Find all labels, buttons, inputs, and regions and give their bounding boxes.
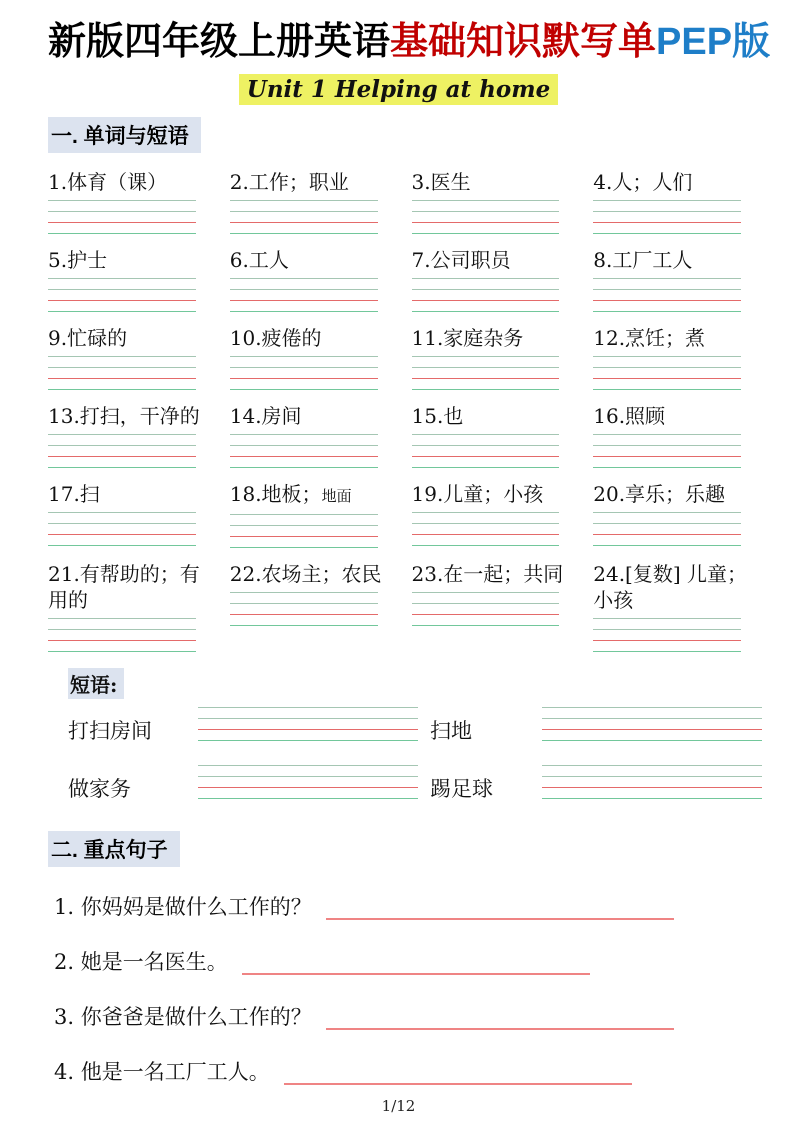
vocab-label: 16.照顾 — [593, 403, 666, 428]
vocab-item — [593, 247, 749, 312]
sentence-text: 4. 他是一名工厂工人。 — [54, 1059, 270, 1084]
writing-line — [48, 211, 196, 212]
vocab-item — [230, 247, 386, 312]
title-part-blue: PEP版 — [656, 21, 771, 63]
vocab-item — [230, 561, 386, 652]
writing-line — [412, 211, 560, 212]
writing-line — [542, 776, 762, 777]
vocab-item — [48, 169, 204, 234]
writing-lines-grid — [230, 356, 378, 390]
writing-lines-grid — [412, 278, 560, 312]
vocab-item — [48, 561, 204, 652]
vocab-label: 22.农场主；农民 — [229, 561, 382, 586]
writing-lines-grid — [412, 356, 560, 390]
writing-line — [48, 629, 196, 630]
writing-lines-grid — [48, 618, 196, 652]
vocab-label-row — [412, 169, 568, 195]
vocab-label: 23.在一起；共同 — [411, 561, 564, 586]
sentence-row — [54, 948, 749, 977]
answer-blank-line — [284, 1083, 632, 1085]
sentence-row — [54, 1003, 749, 1032]
page-number: 1/12 — [381, 1096, 416, 1115]
writing-line — [230, 456, 378, 457]
writing-line — [230, 367, 378, 368]
writing-lines-grid — [198, 765, 418, 799]
writing-line — [593, 356, 741, 357]
vocab-label: 1.体育（课） — [48, 169, 168, 194]
phrase-grid — [68, 703, 749, 803]
writing-lines-grid — [593, 278, 741, 312]
writing-line — [48, 467, 196, 468]
writing-lines-grid — [593, 434, 741, 468]
writing-line — [412, 614, 560, 615]
writing-line — [230, 200, 378, 201]
vocab-label-row — [593, 561, 749, 613]
writing-line — [48, 300, 196, 301]
writing-line — [198, 798, 418, 799]
writing-line — [48, 233, 196, 234]
unit-title-highlight: Unit 1 Helping at home — [239, 74, 558, 105]
writing-line — [593, 300, 741, 301]
writing-line — [230, 278, 378, 279]
vocab-label-row — [230, 325, 386, 351]
writing-line — [593, 311, 741, 312]
writing-line — [412, 300, 560, 301]
phrase-label: 扫地 — [430, 718, 472, 743]
vocab-label-small: 地面 — [321, 486, 352, 505]
writing-line — [198, 740, 418, 741]
writing-line — [48, 651, 196, 652]
writing-lines-grid — [230, 592, 378, 626]
writing-lines-grid — [542, 765, 762, 799]
writing-line — [593, 523, 741, 524]
writing-lines-grid — [412, 200, 560, 234]
writing-lines-grid — [593, 200, 741, 234]
writing-line — [48, 512, 196, 513]
vocab-label-row — [230, 169, 386, 195]
writing-line — [48, 378, 196, 379]
vocab-label-row — [412, 247, 568, 273]
writing-lines-grid — [230, 514, 378, 548]
writing-line — [230, 222, 378, 223]
vocab-label: 5.护士 — [48, 247, 108, 272]
writing-line — [593, 629, 741, 630]
writing-line — [593, 534, 741, 535]
writing-line — [230, 592, 378, 593]
writing-line — [412, 289, 560, 290]
phrases-label: 短语: — [68, 668, 124, 699]
vocab-item — [230, 403, 386, 468]
vocab-item — [412, 561, 568, 652]
writing-lines-grid — [230, 434, 378, 468]
writing-line — [230, 211, 378, 212]
writing-line — [198, 787, 418, 788]
writing-lines-grid — [412, 592, 560, 626]
vocab-label-row — [593, 481, 749, 507]
writing-line — [230, 300, 378, 301]
vocab-label-row — [593, 247, 749, 273]
writing-line — [412, 278, 560, 279]
writing-line — [542, 740, 762, 741]
phrase-label: 踢足球 — [430, 776, 493, 801]
vocab-label: 9.忙碌的 — [48, 325, 128, 350]
vocab-label: 4.人；人们 — [593, 169, 693, 194]
writing-line — [48, 434, 196, 435]
writing-line — [48, 640, 196, 641]
sentence-text: 2. 她是一名医生。 — [54, 949, 228, 974]
writing-line — [412, 378, 560, 379]
vocab-item — [48, 325, 204, 390]
writing-lines-grid — [593, 618, 741, 652]
writing-line — [593, 467, 741, 468]
writing-line — [542, 765, 762, 766]
answer-blank-line — [326, 1028, 674, 1030]
writing-line — [542, 729, 762, 730]
writing-line — [412, 603, 560, 604]
writing-line — [542, 707, 762, 708]
writing-line — [593, 233, 741, 234]
writing-lines-grid — [48, 278, 196, 312]
writing-line — [230, 289, 378, 290]
vocab-label: 14.房间 — [229, 403, 302, 428]
vocab-label-row — [230, 481, 386, 509]
writing-line — [593, 651, 741, 652]
writing-line — [230, 467, 378, 468]
writing-line — [412, 445, 560, 446]
writing-line — [230, 514, 378, 515]
vocab-label-row — [593, 325, 749, 351]
writing-line — [412, 200, 560, 201]
writing-line — [230, 614, 378, 615]
section-header-sentences: 二. 重点句子 — [48, 831, 180, 867]
vocab-item — [593, 169, 749, 234]
vocab-item — [412, 481, 568, 548]
phrases-section — [48, 668, 749, 803]
vocab-label: 6.工人 — [229, 247, 289, 272]
writing-line — [593, 445, 741, 446]
vocab-item — [412, 247, 568, 312]
vocab-item — [230, 325, 386, 390]
writing-line — [230, 547, 378, 548]
writing-line — [593, 367, 741, 368]
writing-line — [48, 289, 196, 290]
writing-line — [412, 233, 560, 234]
vocab-label: 11.家庭杂务 — [411, 325, 524, 350]
writing-line — [593, 618, 741, 619]
vocab-item — [593, 403, 749, 468]
writing-line — [412, 523, 560, 524]
writing-line — [48, 200, 196, 201]
writing-line — [542, 798, 762, 799]
sentences-section — [48, 893, 749, 1087]
writing-lines-grid — [48, 200, 196, 234]
vocab-label-row — [48, 247, 204, 273]
writing-line — [593, 512, 741, 513]
vocab-label: 12.烹饪；煮 — [593, 325, 706, 350]
vocab-label-row — [412, 325, 568, 351]
vocab-label-row — [412, 403, 568, 429]
writing-line — [48, 278, 196, 279]
writing-line — [48, 367, 196, 368]
writing-line — [230, 378, 378, 379]
writing-line — [412, 456, 560, 457]
writing-line — [593, 640, 741, 641]
writing-line — [412, 434, 560, 435]
writing-line — [412, 534, 560, 535]
vocab-label: 2.工作；职业 — [229, 169, 349, 194]
vocab-label: 10.疲倦的 — [229, 325, 322, 350]
writing-line — [48, 456, 196, 457]
writing-line — [48, 222, 196, 223]
vocab-item — [48, 403, 204, 468]
vocab-label-row — [230, 561, 386, 587]
writing-line — [230, 445, 378, 446]
writing-line — [230, 525, 378, 526]
writing-line — [198, 707, 418, 708]
vocab-label-row — [48, 561, 204, 613]
writing-line — [412, 545, 560, 546]
vocab-label-row — [593, 403, 749, 429]
writing-line — [593, 289, 741, 290]
title-part-red: 基础知识默写单 — [390, 21, 657, 63]
writing-lines-grid — [230, 278, 378, 312]
vocab-label: 3.医生 — [411, 169, 471, 194]
writing-line — [230, 389, 378, 390]
vocab-item — [412, 325, 568, 390]
writing-line — [230, 536, 378, 537]
vocab-item — [48, 481, 204, 548]
vocab-label: 24.[复数] 儿童；小孩 — [593, 561, 748, 612]
vocab-label: 20.享乐；乐趣 — [593, 481, 726, 506]
writing-line — [230, 356, 378, 357]
writing-line — [542, 787, 762, 788]
writing-line — [412, 389, 560, 390]
page-title — [48, 20, 771, 66]
sentence-row — [54, 1058, 749, 1087]
writing-line — [230, 603, 378, 604]
writing-line — [198, 765, 418, 766]
writing-line — [412, 367, 560, 368]
writing-line — [198, 776, 418, 777]
writing-line — [593, 278, 741, 279]
writing-line — [230, 311, 378, 312]
writing-line — [230, 233, 378, 234]
writing-line — [593, 222, 741, 223]
writing-lines-grid — [48, 434, 196, 468]
vocab-item — [230, 169, 386, 234]
subtitle-row — [48, 74, 749, 105]
writing-line — [230, 434, 378, 435]
writing-line — [48, 523, 196, 524]
writing-line — [48, 356, 196, 357]
vocab-label: 21.有帮助的；有用的 — [48, 561, 200, 612]
vocab-item — [412, 169, 568, 234]
writing-line — [412, 222, 560, 223]
vocab-label: 15.也 — [411, 403, 464, 428]
title-part-black: 新版四年级上册英语 — [48, 21, 391, 63]
writing-line — [412, 467, 560, 468]
vocab-item — [593, 561, 749, 652]
vocab-label-row — [48, 403, 204, 429]
sentence-text: 3. 你爸爸是做什么工作的？ — [54, 1004, 312, 1029]
writing-line — [230, 625, 378, 626]
writing-line — [593, 200, 741, 201]
writing-line — [593, 434, 741, 435]
writing-line — [48, 534, 196, 535]
vocab-label: 7.公司职员 — [411, 247, 511, 272]
writing-line — [48, 445, 196, 446]
vocab-item — [230, 481, 386, 548]
writing-lines-grid — [230, 200, 378, 234]
vocab-item — [593, 481, 749, 548]
writing-lines-grid — [198, 707, 418, 741]
vocab-grid — [48, 169, 749, 652]
writing-line — [412, 512, 560, 513]
vocab-label-row — [230, 247, 386, 273]
writing-lines-grid — [412, 512, 560, 546]
phrase-label: 做家务 — [68, 776, 131, 801]
vocab-label: 8.工厂工人 — [593, 247, 693, 272]
writing-lines-grid — [593, 356, 741, 390]
vocab-label-row — [230, 403, 386, 429]
vocab-label: 13.打扫，干净的 — [48, 403, 200, 428]
vocab-label: 17.扫 — [48, 481, 100, 506]
writing-line — [48, 618, 196, 619]
writing-lines-grid — [48, 512, 196, 546]
writing-lines-grid — [542, 707, 762, 741]
sentence-text: 1. 你妈妈是做什么工作的？ — [54, 894, 312, 919]
vocab-item — [48, 247, 204, 312]
writing-line — [593, 211, 741, 212]
vocab-label-row — [412, 481, 568, 507]
writing-line — [412, 356, 560, 357]
writing-line — [412, 592, 560, 593]
phrase-label: 打扫房间 — [68, 718, 152, 743]
vocab-label-row — [412, 561, 568, 587]
answer-blank-line — [326, 918, 674, 920]
vocab-label-row — [593, 169, 749, 195]
writing-line — [48, 311, 196, 312]
vocab-label-row — [48, 325, 204, 351]
vocab-item — [593, 325, 749, 390]
writing-line — [412, 311, 560, 312]
sentence-row — [54, 893, 749, 922]
vocab-label-row — [48, 481, 204, 507]
writing-line — [593, 456, 741, 457]
writing-line — [48, 389, 196, 390]
writing-lines-grid — [593, 512, 741, 546]
vocab-label-row — [48, 169, 204, 195]
writing-line — [593, 378, 741, 379]
vocab-label: 18.地板； — [229, 481, 322, 506]
writing-lines-grid — [412, 434, 560, 468]
vocab-label: 19.儿童；小孩 — [411, 481, 544, 506]
writing-line — [542, 718, 762, 719]
writing-line — [412, 625, 560, 626]
writing-line — [593, 389, 741, 390]
vocab-item — [412, 403, 568, 468]
writing-line — [48, 545, 196, 546]
answer-blank-line — [242, 973, 590, 975]
writing-lines-grid — [48, 356, 196, 390]
writing-line — [198, 729, 418, 730]
writing-line — [593, 545, 741, 546]
section-header-words: 一. 单词与短语 — [48, 117, 201, 153]
writing-line — [198, 718, 418, 719]
